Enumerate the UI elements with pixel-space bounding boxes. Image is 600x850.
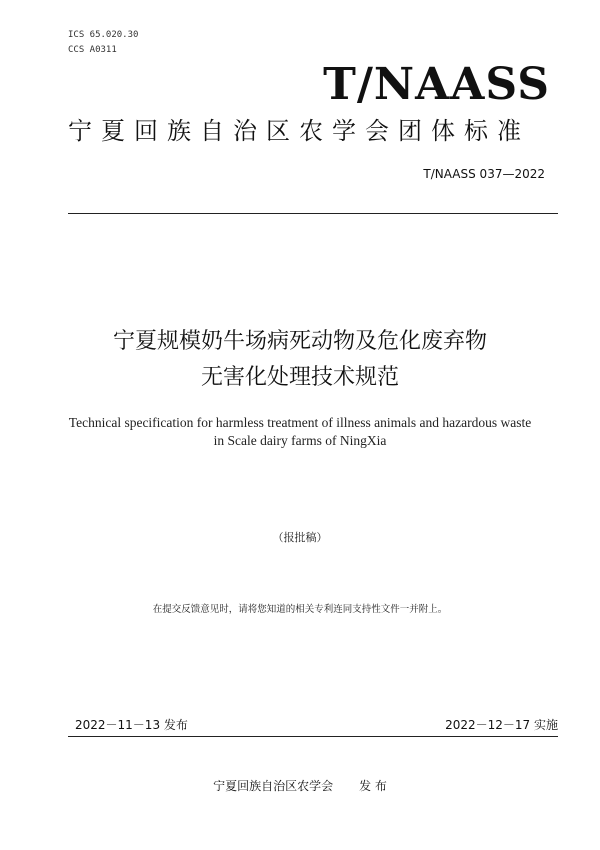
publisher-action: 发 布 (359, 779, 387, 793)
classification-codes (68, 28, 138, 58)
draft-label: （报批稿） (272, 531, 328, 544)
organization-standard-title: 宁夏回族自治区农学会团体标准 (68, 117, 530, 145)
implementation-date: 2022－12－17 实施 (445, 718, 558, 732)
publisher-line (0, 777, 600, 795)
document-title-en-line2: in Scale dairy farms of NingXia (213, 433, 387, 448)
ccs-code: CCS A0311 (68, 45, 117, 55)
patent-notice: 在提交反馈意见时，请将您知道的相关专利连同支持性文件一并附上。 (152, 604, 448, 615)
standard-logo: T/NAASS (323, 59, 550, 110)
top-divider (68, 213, 558, 214)
document-title-cn-line2: 无害化处理技术规范 (200, 365, 399, 390)
publisher-name: 宁夏回族自治区农学会 (213, 779, 334, 793)
document-title-en-line1: Technical specification for harmless treatment of illness animals and hazardous waste (68, 415, 532, 430)
document-title-cn-line1: 宁夏规模奶牛场病死动物及危化废弃物 (112, 329, 487, 354)
issue-date: 2022－11－13 发布 (75, 718, 188, 732)
bottom-divider (68, 736, 558, 737)
ics-code: ICS 65.020.30 (68, 30, 139, 40)
standard-number: T/NAASS 037—2022 (423, 167, 545, 181)
